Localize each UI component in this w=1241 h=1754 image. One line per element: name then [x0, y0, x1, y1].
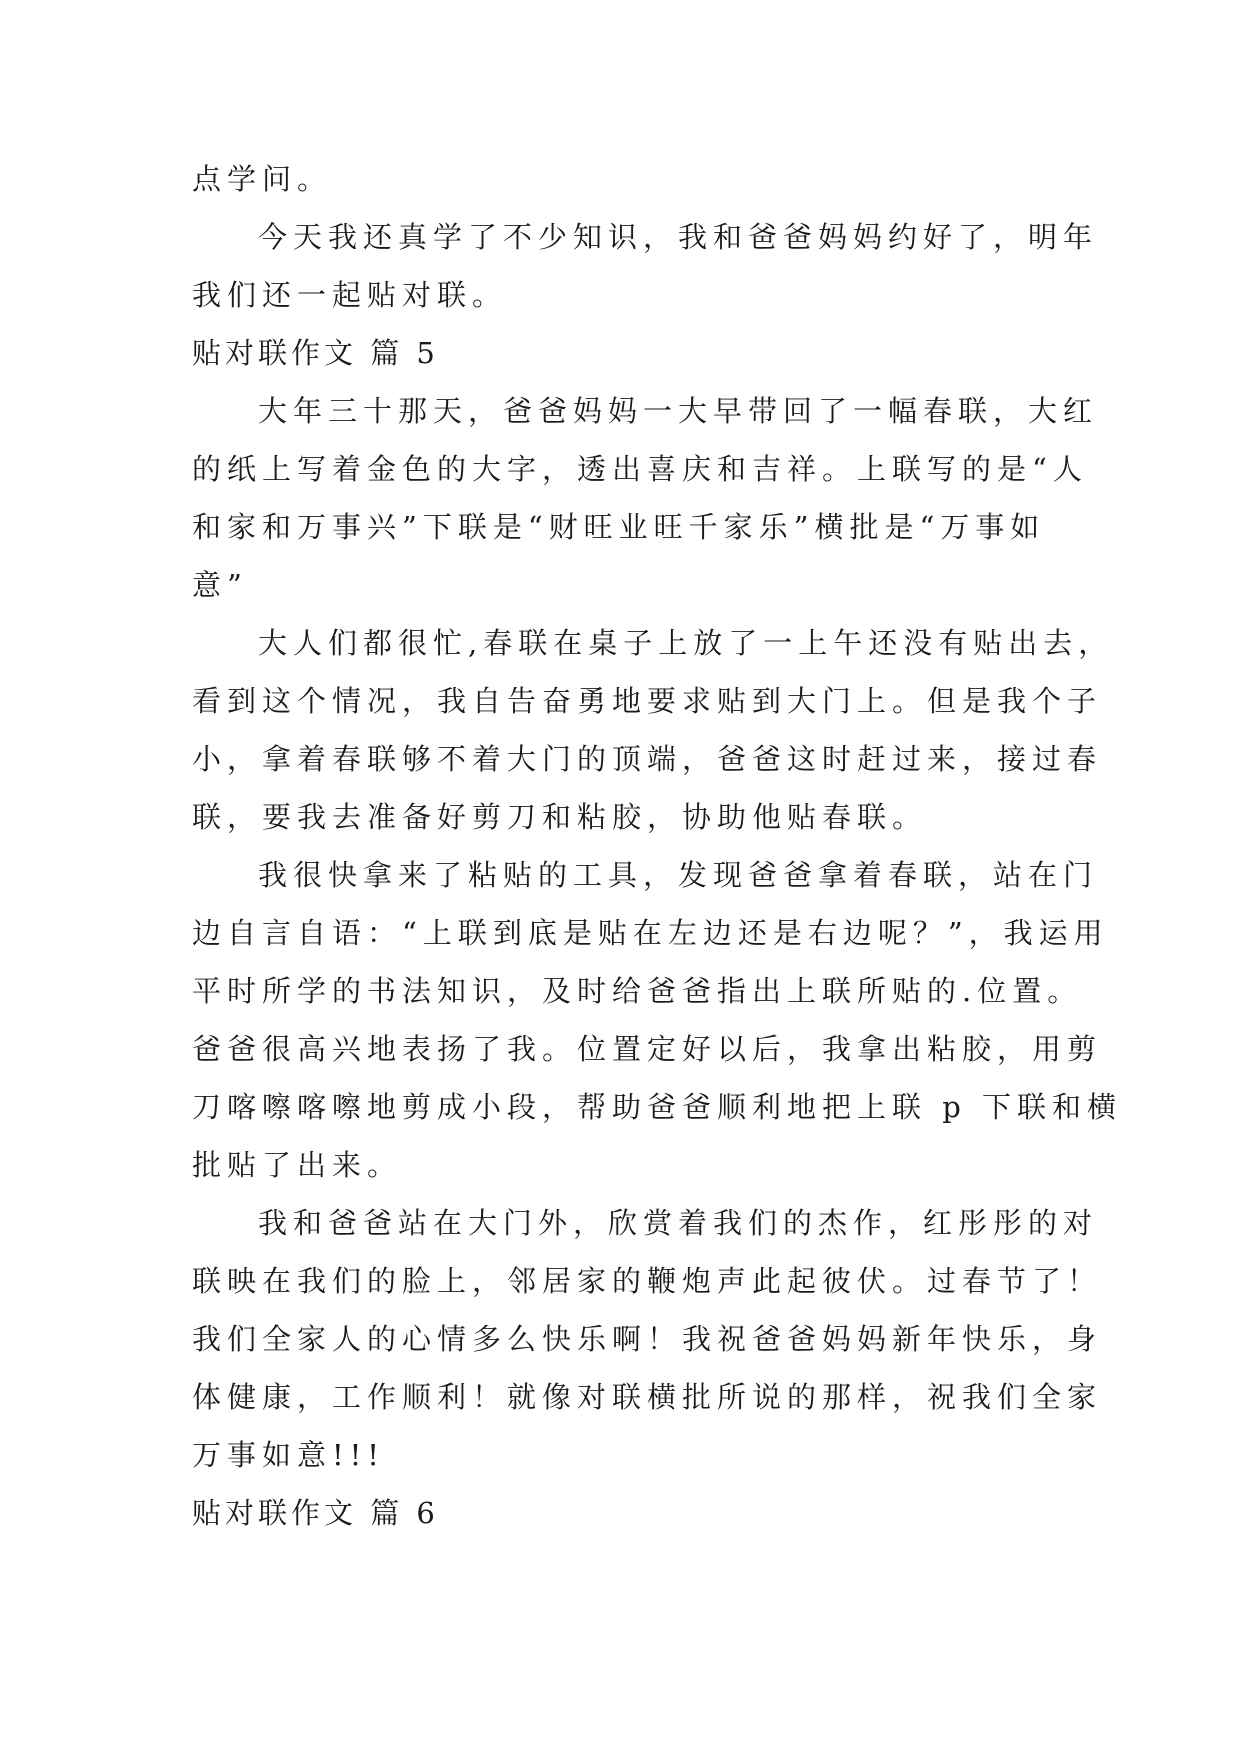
paragraph-first-line: 大人们都很忙,春联在桌子上放了一上午还没有贴出去，: [258, 626, 1114, 660]
text-line: 和家和万事兴”下联是“财旺业旺千家乐”横批是“万事如: [192, 510, 1046, 544]
text-line: 小，拿着春联够不着大门的顶端，爸爸这时赶过来，接过春: [192, 742, 1103, 776]
text-line: 联映在我们的脸上，邻居家的鞭炮声此起彼伏。过春节了！: [192, 1264, 1103, 1298]
text-line: 点学问。: [192, 162, 333, 196]
section-heading: 贴对联作文 篇 5: [192, 336, 439, 370]
text-line: 边自言自语：“上联到底是贴在左边还是右边呢？”，我运用: [192, 916, 1109, 950]
text-line: 看到这个情况，我自告奋勇地要求贴到大门上。但是我个子: [192, 684, 1103, 718]
text-line: 联，要我去准备好剪刀和粘胶，协助他贴春联。: [192, 800, 928, 834]
paragraph-first-line: 大年三十那天，爸爸妈妈一大早带回了一幅春联，大红: [258, 394, 1099, 428]
text-line: 刀喀嚓喀嚓地剪成小段，帮助爸爸顺利地把上联 p 下联和横: [192, 1090, 1123, 1124]
paragraph-first-line: 今天我还真学了不少知识，我和爸爸妈妈约好了，明年: [258, 220, 1099, 254]
section-heading: 贴对联作文 篇 6: [192, 1496, 439, 1530]
document-body: [192, 150, 1123, 1542]
text-line: 我们全家人的心情多么快乐啊！我祝爸爸妈妈新年快乐，身: [192, 1322, 1103, 1356]
text-line: 爸爸很高兴地表扬了我。位置定好以后，我拿出粘胶，用剪: [192, 1032, 1103, 1066]
text-line: 的纸上写着金色的大字，透出喜庆和吉祥。上联写的是“人: [192, 452, 1088, 486]
paragraph-first-line: 我很快拿来了粘贴的工具，发现爸爸拿着春联，站在门: [258, 858, 1099, 892]
text-line: 体健康，工作顺利！就像对联横批所说的那样，祝我们全家: [192, 1380, 1103, 1414]
paragraph-first-line: 我和爸爸站在大门外，欣赏着我们的杰作，红彤彤的对: [258, 1206, 1099, 1240]
text-line: 意”: [192, 568, 248, 602]
text-line: 批贴了出来。: [192, 1148, 403, 1182]
text-line: 平时所学的书法知识，及时给爸爸指出上联所贴的.位置。: [192, 974, 1083, 1008]
text-line: 我们还一起贴对联。: [192, 278, 508, 312]
text-line: 万事如意!!!: [192, 1438, 385, 1472]
